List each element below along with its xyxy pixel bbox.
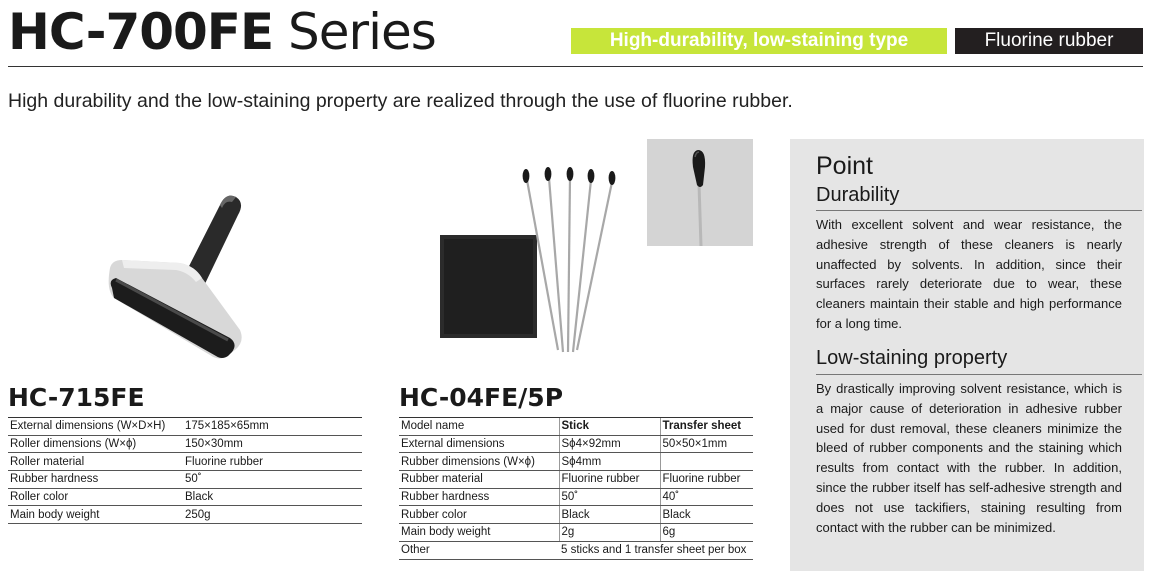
durability-divider — [816, 210, 1142, 211]
table-row — [8, 435, 362, 453]
spec-transfer-sheet: Black — [660, 506, 753, 524]
spec-stick: 2g — [559, 524, 660, 542]
product1-model: HC-715FE — [8, 383, 145, 412]
lead-text: High durability and the low-staining property are realized through the use of fluorine rubber. — [8, 90, 793, 112]
spec-key: Rubber hardness — [399, 488, 559, 506]
roller-cleaner-image — [70, 150, 300, 380]
table-row — [8, 471, 362, 489]
spec-key: Rubber material — [399, 471, 559, 489]
spec-stick: Black — [559, 506, 660, 524]
durability-heading: Durability — [816, 184, 900, 206]
spec-transfer-sheet: 50×50×1mm — [660, 435, 753, 453]
spec-key: Roller dimensions (W×ϕ) — [8, 435, 183, 453]
spec-key: Rubber dimensions (W×ϕ) — [399, 453, 559, 471]
header-divider — [8, 66, 1143, 67]
point-panel — [790, 139, 1144, 571]
spec-key: Main body weight — [8, 506, 183, 524]
spec-value: Black — [183, 488, 362, 506]
badge-type: High-durability, low-staining type — [571, 28, 947, 54]
spec-stick: Fluorine rubber — [559, 471, 660, 489]
page-title — [8, 2, 436, 62]
spec-transfer-sheet: 40˚ — [660, 488, 753, 506]
table-row — [399, 506, 753, 524]
spec-key: Roller color — [8, 488, 183, 506]
table-row — [399, 524, 753, 542]
spec-transfer-sheet: 6g — [660, 524, 753, 542]
spec-transfer-sheet — [660, 453, 753, 471]
spec-transfer-sheet: Fluorine rubber — [660, 471, 753, 489]
series-model: HC-700FE — [8, 3, 274, 61]
point-title: Point — [816, 152, 873, 180]
spec-value: 250g — [183, 506, 362, 524]
stick-closeup-image — [647, 139, 753, 246]
low-staining-text: By drastically improving solvent resistance, which is a major cause of deterioration in adhesive rubber used for dust removal, these cleaners minimize the bleed of rubber components and the staining which results from contact with the rubber. In addition, since the rubber itself has self-adhesive strength and does not use tackifiers, staining resulting from contact with the rubber can be minimized. — [816, 381, 1122, 535]
spec-stick: Sϕ4×92mm — [559, 435, 660, 453]
spec-key: Roller material — [8, 453, 183, 471]
spec-key: Rubber hardness — [8, 471, 183, 489]
header-stick: Stick — [559, 418, 660, 436]
durability-text: With excellent solvent and wear resistance, the adhesive strength of these cleaners is nearly unaffected by solvents. In addition, since their surfaces rarely deteriorate due to wear, these cleaners maintain their stable and high performance for a long time. — [816, 217, 1122, 331]
low-staining-heading: Low-staining property — [816, 347, 1008, 369]
table-row — [8, 488, 362, 506]
table-row-other — [399, 541, 753, 559]
table-row — [399, 471, 753, 489]
product2-spec-table — [399, 417, 753, 560]
spec-key: Other — [399, 541, 559, 559]
spec-other-value: 5 sticks and 1 transfer sheet per box — [559, 541, 753, 559]
spec-value: 175×185×65mm — [183, 418, 362, 436]
table-header-row — [399, 418, 753, 436]
badge-material: Fluorine rubber — [955, 28, 1143, 54]
product2-model: HC-04FE/5P — [399, 383, 564, 412]
table-row — [8, 418, 362, 436]
spec-key: Main body weight — [399, 524, 559, 542]
spec-key: External dimensions — [399, 435, 559, 453]
spec-key: Rubber color — [399, 506, 559, 524]
header-key: Model name — [399, 418, 559, 436]
table-row — [8, 506, 362, 524]
header-transfer-sheet: Transfer sheet — [660, 418, 753, 436]
table-row — [399, 435, 753, 453]
spec-value: 150×30mm — [183, 435, 362, 453]
series-label: Series — [288, 3, 436, 61]
table-row — [8, 453, 362, 471]
low-staining-divider — [816, 374, 1142, 375]
table-row — [399, 453, 753, 471]
spec-value: 50˚ — [183, 471, 362, 489]
spec-value: Fluorine rubber — [183, 453, 362, 471]
spec-stick: Sϕ4mm — [559, 453, 660, 471]
sticks-and-sheet-image — [430, 150, 640, 365]
spec-stick: 50˚ — [559, 488, 660, 506]
product1-spec-table — [8, 417, 362, 524]
spec-key: External dimensions (W×D×H) — [8, 418, 183, 436]
table-row — [399, 488, 753, 506]
